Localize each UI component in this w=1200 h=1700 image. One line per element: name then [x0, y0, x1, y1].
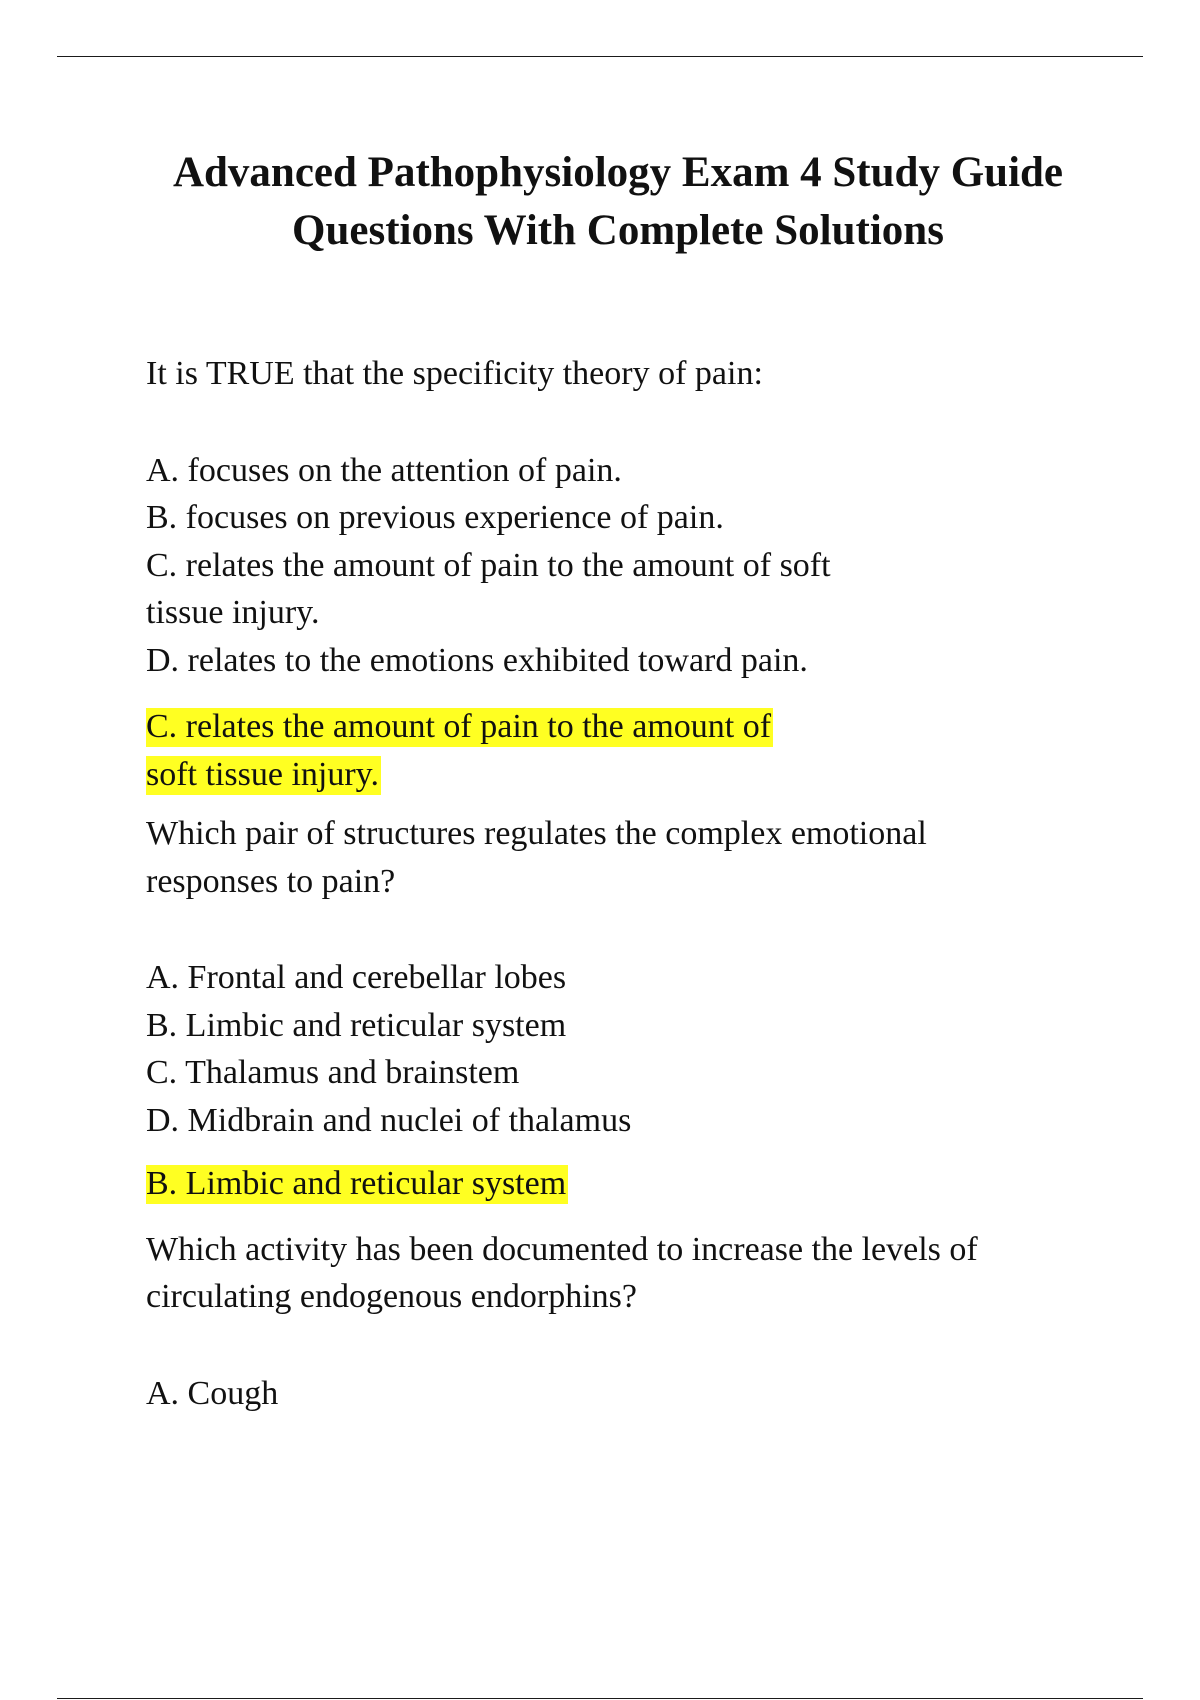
title-line-2: Questions With Complete Solutions: [292, 207, 944, 254]
question-2-options: [146, 954, 1106, 1144]
question-2: [146, 810, 1106, 1208]
question-1-option-d: D. relates to the emotions exhibited toward pain.: [146, 641, 808, 679]
question-3-prompt-line-2: circulating endogenous endorphins?: [146, 1278, 637, 1315]
question-2-option-c: C. Thalamus and brainstem: [146, 1054, 520, 1091]
question-1-answer: [146, 703, 1106, 798]
question-1: [146, 350, 1106, 798]
bottom-rule: [57, 1698, 1143, 1699]
question-3-option-a: A. Cough: [146, 1374, 279, 1412]
document-body: [146, 350, 1106, 1417]
question-1-option-a: A. focuses on the attention of pain.: [146, 451, 622, 489]
question-1-answer-line-2: soft tissue injury.: [146, 755, 379, 793]
question-1-prompt-line: It is TRUE that the specificity theory of pain:: [146, 355, 763, 392]
question-2-option-a: A. Frontal and cerebellar lobes: [146, 959, 567, 996]
question-3-prompt-line-1: Which activity has been documented to increase the levels of: [146, 1230, 978, 1268]
question-2-prompt: [146, 810, 1106, 905]
question-3-prompt: [146, 1226, 1106, 1321]
question-1-options: [146, 447, 1106, 685]
question-3: [146, 1226, 1106, 1418]
question-3-options: [146, 1370, 1106, 1418]
question-2-prompt-line-2: responses to pain?: [146, 862, 396, 900]
question-2-answer-line-1: B. Limbic and reticular system: [146, 1165, 567, 1202]
question-1-option-c-continued: tissue injury.: [146, 594, 320, 631]
title-line-1: Advanced Pathophysiology Exam 4 Study Guide: [172, 149, 1064, 196]
question-2-answer: [146, 1160, 1106, 1208]
question-1-prompt: [146, 350, 1106, 398]
question-1-option-c: C. relates the amount of pain to the amount of soft: [146, 546, 831, 584]
top-rule: [57, 56, 1143, 57]
document-title: [57, 144, 1179, 260]
question-2-prompt-line-1: Which pair of structures regulates the complex emotional: [146, 815, 927, 852]
question-2-option-d: D. Midbrain and nuclei of thalamus: [146, 1101, 632, 1139]
question-1-answer-line-1: C. relates the amount of pain to the amount of: [146, 708, 772, 745]
question-1-option-b: B. focuses on previous experience of pain.: [146, 499, 724, 536]
question-2-option-b: B. Limbic and reticular system: [146, 1006, 567, 1044]
